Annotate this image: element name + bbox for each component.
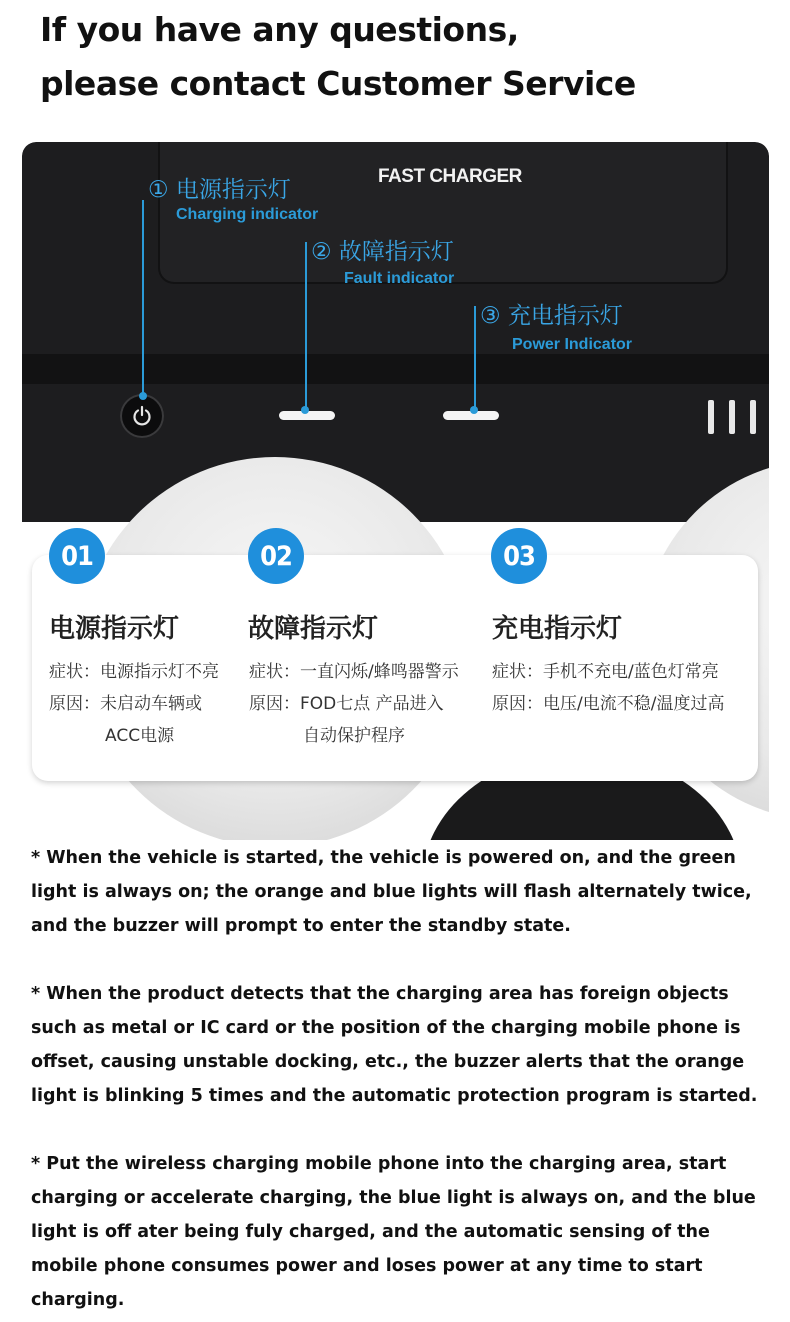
callout-3-en: Power Indicator xyxy=(512,336,633,353)
vent-slot xyxy=(729,400,735,434)
callout-line-1 xyxy=(142,200,144,396)
callout-dot-3 xyxy=(470,406,478,414)
callout-2-cn: ② 故障指示灯 xyxy=(311,239,454,265)
vent-slot xyxy=(708,400,714,434)
note-charging: * Put the wireless charging mobile phone into the charging area, start charging or accelerate charging, the blue light is always on, and the blue light is off ater being fuly charged, and the automatic sensing of the mobile phone consumes power and loses power at any time to start charging. xyxy=(31,1154,756,1310)
card-1-cause: 原因：未启动车辆或 xyxy=(49,694,202,714)
vent-slot xyxy=(750,400,756,434)
card-3-cause: 原因：电压/电流不稳/温度过高 xyxy=(492,694,725,714)
callout-3-cn: ③ 充电指示灯 xyxy=(480,303,623,329)
card-title-1: 电源指示灯 xyxy=(49,614,180,644)
card-2-cause: 原因：FOD七点 产品进入 xyxy=(249,694,444,714)
card-1-symptom: 症状：电源指示灯不亮 xyxy=(49,662,219,682)
card-badge-02: 02 xyxy=(248,528,304,584)
card-1-cause-cont: ACC电源 xyxy=(105,726,175,746)
callout-1-cn: ① 电源指示灯 xyxy=(148,177,291,203)
callout-line-2 xyxy=(305,242,307,410)
card-title-3: 充电指示灯 xyxy=(492,614,623,644)
card-2-cause-cont: 自动保护程序 xyxy=(303,726,405,746)
header-line-2: please contact Customer Service xyxy=(40,64,636,103)
card-title-2: 故障指示灯 xyxy=(248,614,379,644)
card-3-symptom: 症状：手机不充电/蓝色灯常亮 xyxy=(492,662,719,682)
card-2-symptom: 症状：一直闪烁/蜂鸣器警示 xyxy=(249,662,459,682)
charger-band xyxy=(22,354,769,384)
header-line-1: If you have any questions, xyxy=(40,10,519,49)
note-standby: * When the vehicle is started, the vehicle is powered on, and the green light is always on; the orange and blue lights will flash alternately twice, and the buzzer will prompt to enter the standby state. xyxy=(31,848,752,936)
card-badge-03: 03 xyxy=(491,528,547,584)
fast-charger-label: FAST CHARGER xyxy=(378,166,522,187)
card-badge-01: 01 xyxy=(49,528,105,584)
callout-dot-2 xyxy=(301,406,309,414)
callout-2-en: Fault indicator xyxy=(344,270,455,287)
note-foreign-object: * When the product detects that the charging area has foreign objects such as metal or IC card or the position of the charging mobile phone is offset, causing unstable docking, etc., the buzzer alerts that the orange light is blinking 5 times and the automatic protection program is started. xyxy=(31,984,758,1106)
callout-1-en: Charging indicator xyxy=(176,206,319,223)
power-button[interactable] xyxy=(120,394,164,438)
callout-line-3 xyxy=(474,306,476,410)
callout-dot-1 xyxy=(139,392,147,400)
power-icon xyxy=(130,404,154,428)
charger-notch xyxy=(22,487,80,517)
